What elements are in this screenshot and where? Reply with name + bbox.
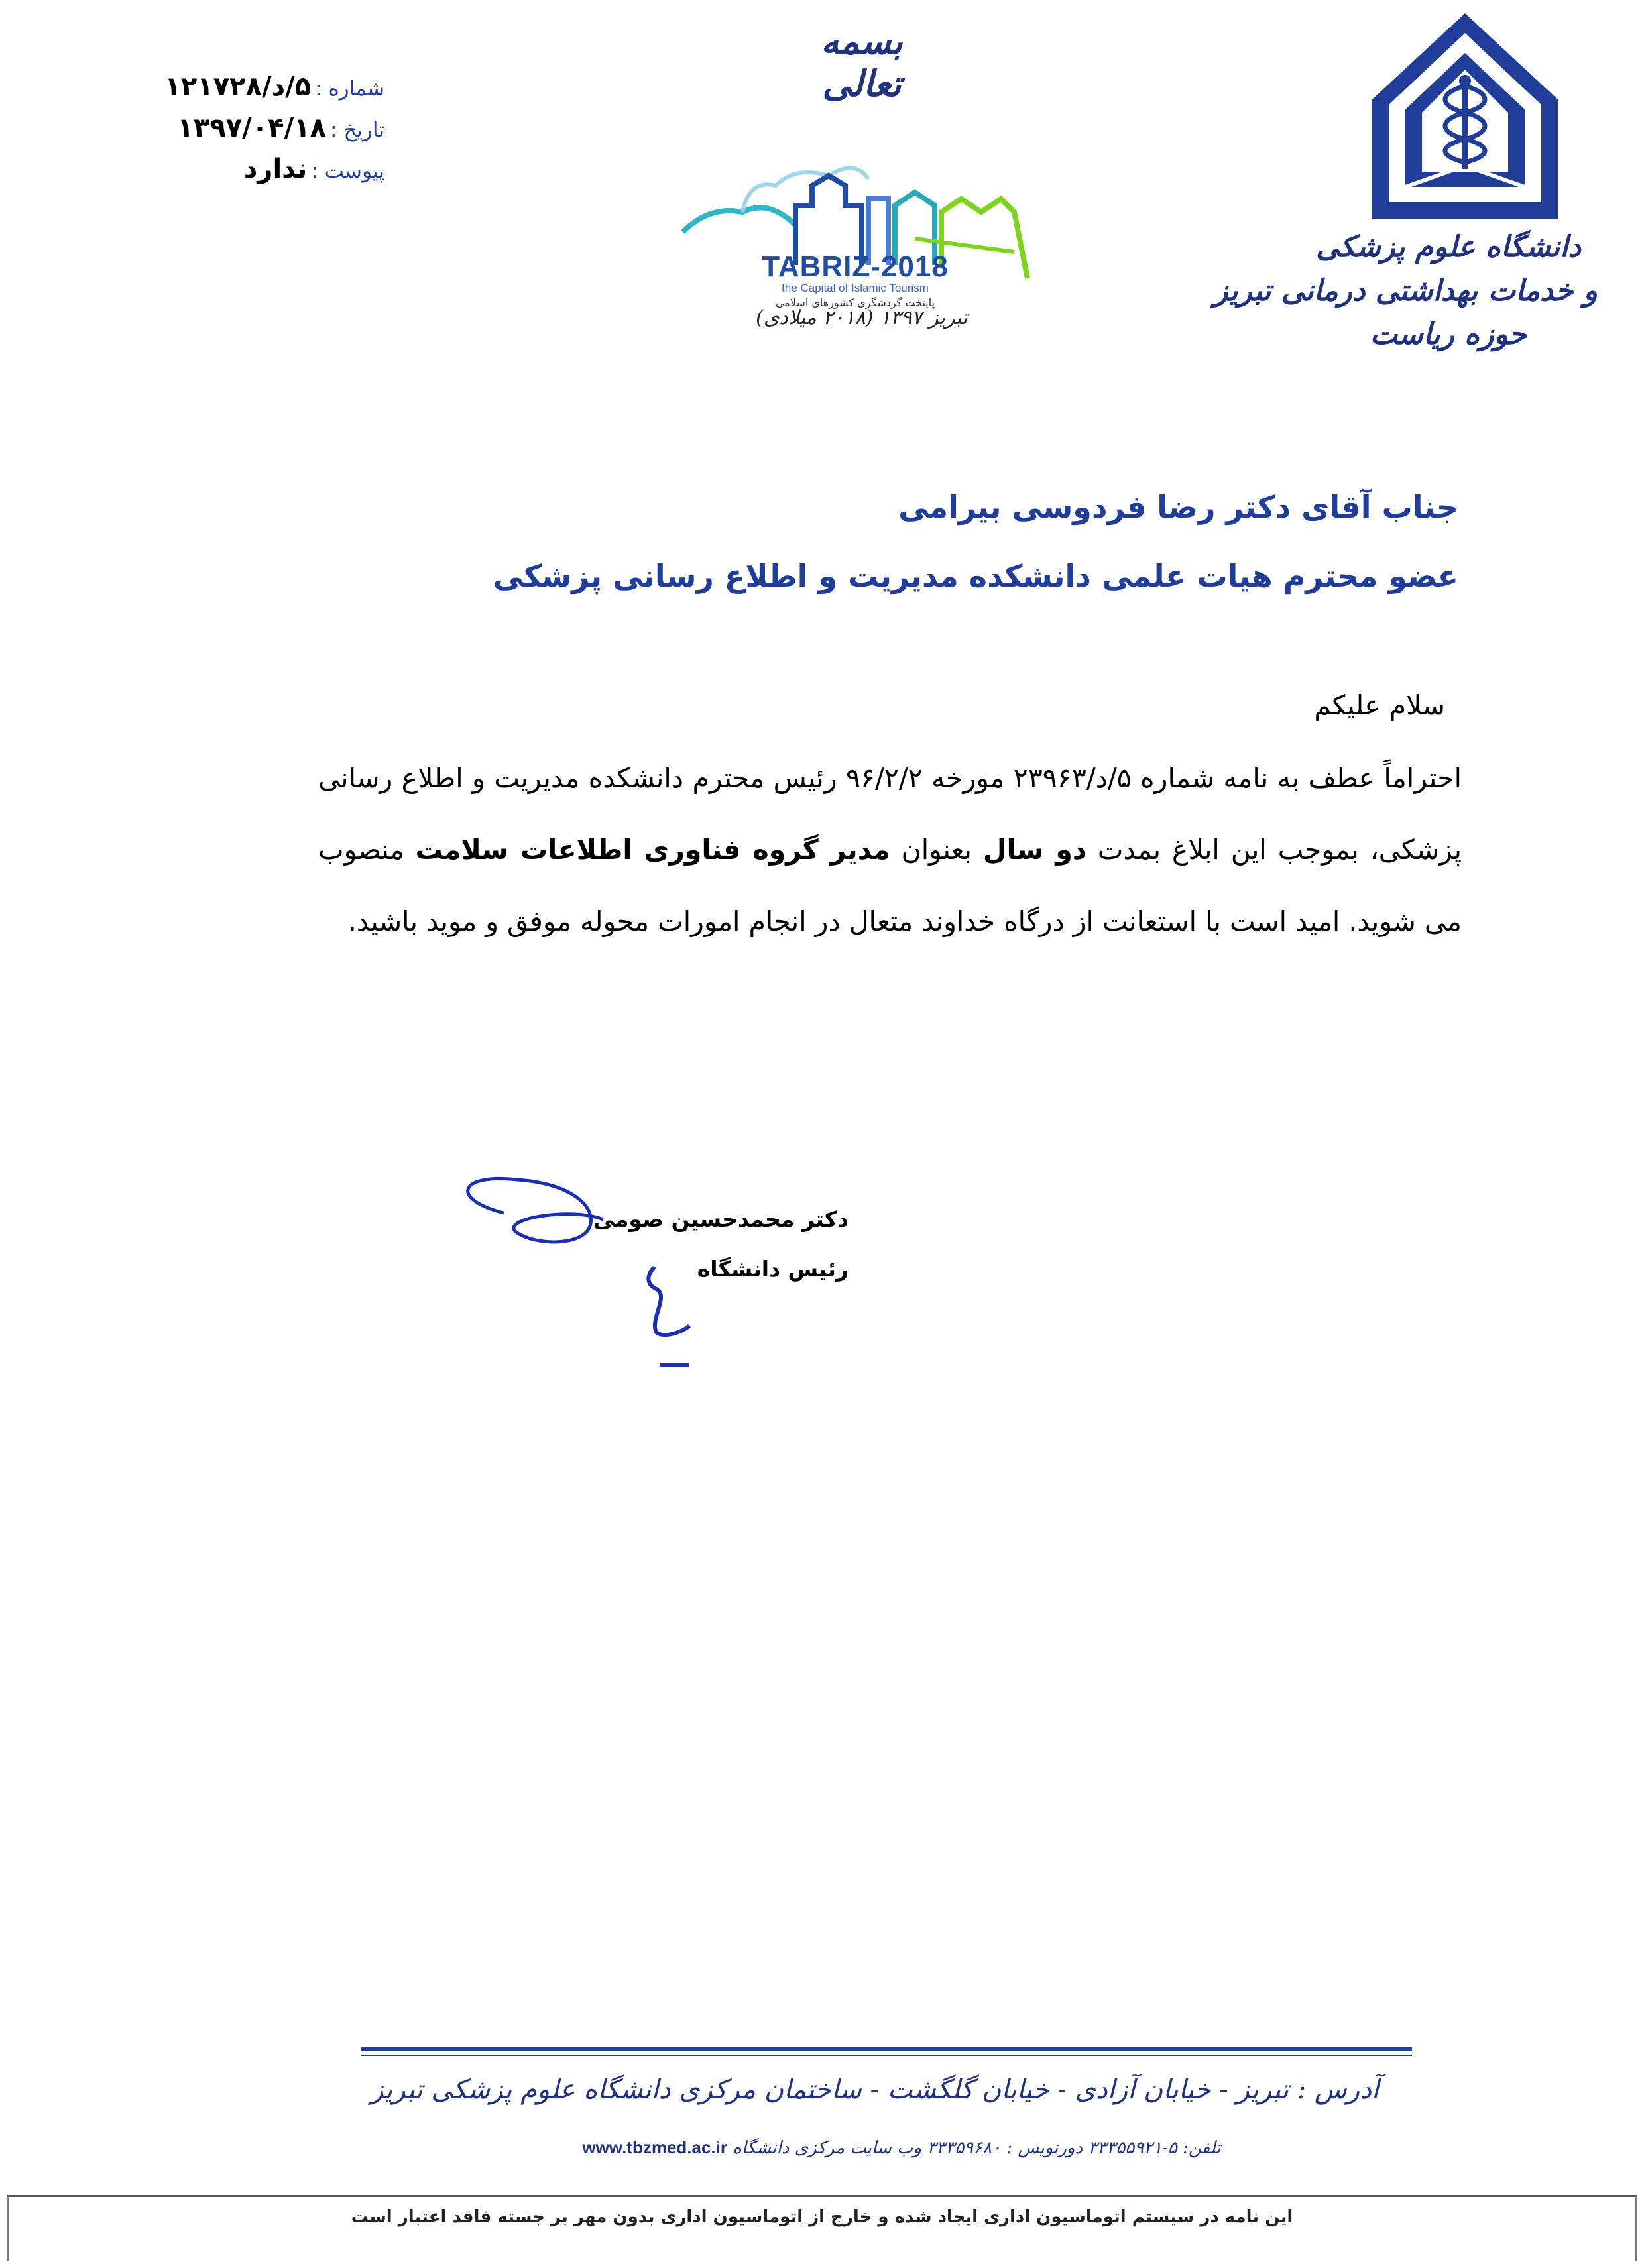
footer-address: آدرس : تبریز - خیابان آزادی - خیابان گلگشت - ساختمان مرکزی دانشگاه علوم پزشکی تبریز <box>371 2074 1379 2105</box>
footer-contact <box>524 2137 1279 2158</box>
university-name <box>1214 225 1598 357</box>
letter-attachment-row <box>152 154 384 195</box>
university-name-line-3: حوزه ریاست <box>1370 317 1527 351</box>
letter-attachment-label: پیوست : <box>311 159 384 183</box>
letter-date-value: ۱۳۹۷/۰۴/۱۸ <box>177 113 327 143</box>
university-emblem-icon <box>1366 7 1564 225</box>
signer-title: رئیس دانشگاه <box>697 1256 849 1282</box>
tabriz-logo-title: TABRIZ-2018 <box>762 251 949 283</box>
greeting: سلام علیکم <box>1314 689 1445 721</box>
footer-notice-box <box>7 2195 1637 2261</box>
letter-attachment-value: ندارد <box>243 154 308 184</box>
letter-body <box>318 742 1462 957</box>
footer-phone: تلفن: ۵-۳۳۳۵۵۹۲۱ دورنویس : ۳۳۳۵۹۶۸۰ وب سایت مرکزی دانشگاه <box>733 2138 1221 2158</box>
addressee-title: عضو محترم هیات علمی دانشکده مدیریت و اطلاع رسانی پزشکی <box>493 558 1458 594</box>
letter-number-value: ۵/د/۱۲۱۷۲۸ <box>164 72 312 102</box>
tabriz-logo-subtitle: the Capital of Islamic Tourism <box>782 282 929 294</box>
university-name-line-2: و خدمات بهداشتی درمانی تبریز <box>1214 274 1598 308</box>
letter-date-row <box>152 113 384 154</box>
bismillah-heading: بسمه تعالی <box>821 20 903 105</box>
footer-divider <box>361 2047 1412 2051</box>
body-text-2: بعنوان <box>890 834 983 866</box>
letter-paragraph <box>318 742 1462 957</box>
letter-number-label: شماره : <box>315 77 384 101</box>
body-text-3: منصوب می شوید. امید است با استعانت از درگاه خداوند متعال در انجام امورات محوله موفق و موید باشید. <box>318 834 1462 937</box>
letter-number-row <box>152 72 384 113</box>
letter-date-label: تاریخ : <box>330 118 384 142</box>
body-text-1: احتراماً عطف به نامه شماره ۵/د/۲۳۹۶۳ مورخه ۹۶/۲/۲ رئیس محترم دانشکده مدیریت و اطلاع رسانی پزشکی، بموجب این ابلاغ بمدت <box>318 762 1462 866</box>
tabriz-logo-subtitle-fa: پایتخت گردشگری کشورهای اسلامی <box>775 296 935 309</box>
letter-meta <box>152 72 384 195</box>
footer-website-link[interactable]: www.tbzmed.ac.ir <box>582 2137 727 2157</box>
university-name-line-1: دانشگاه علوم پزشکی <box>1316 230 1581 264</box>
footer-divider-thin <box>361 2055 1412 2056</box>
signer-name: دکتر محمدحسین صومی <box>593 1206 849 1232</box>
body-bold-position: مدیر گروه فناوری اطلاعات سلامت <box>415 834 890 866</box>
addressee-name: جناب آقای دکتر رضا فردوسی بیرامی <box>898 489 1458 525</box>
automation-notice: این نامه در سیستم اتوماسیون اداری ایجاد شده و خارج از اتوماسیون اداری بدون مهر بر جسته فاقد اعتبار است <box>351 2207 1293 2227</box>
body-bold-duration: دو سال <box>982 834 1086 866</box>
tabriz-logo-date: تبریز ۱۳۹۷ (۲۰۱۸ میلادی) <box>756 306 968 329</box>
